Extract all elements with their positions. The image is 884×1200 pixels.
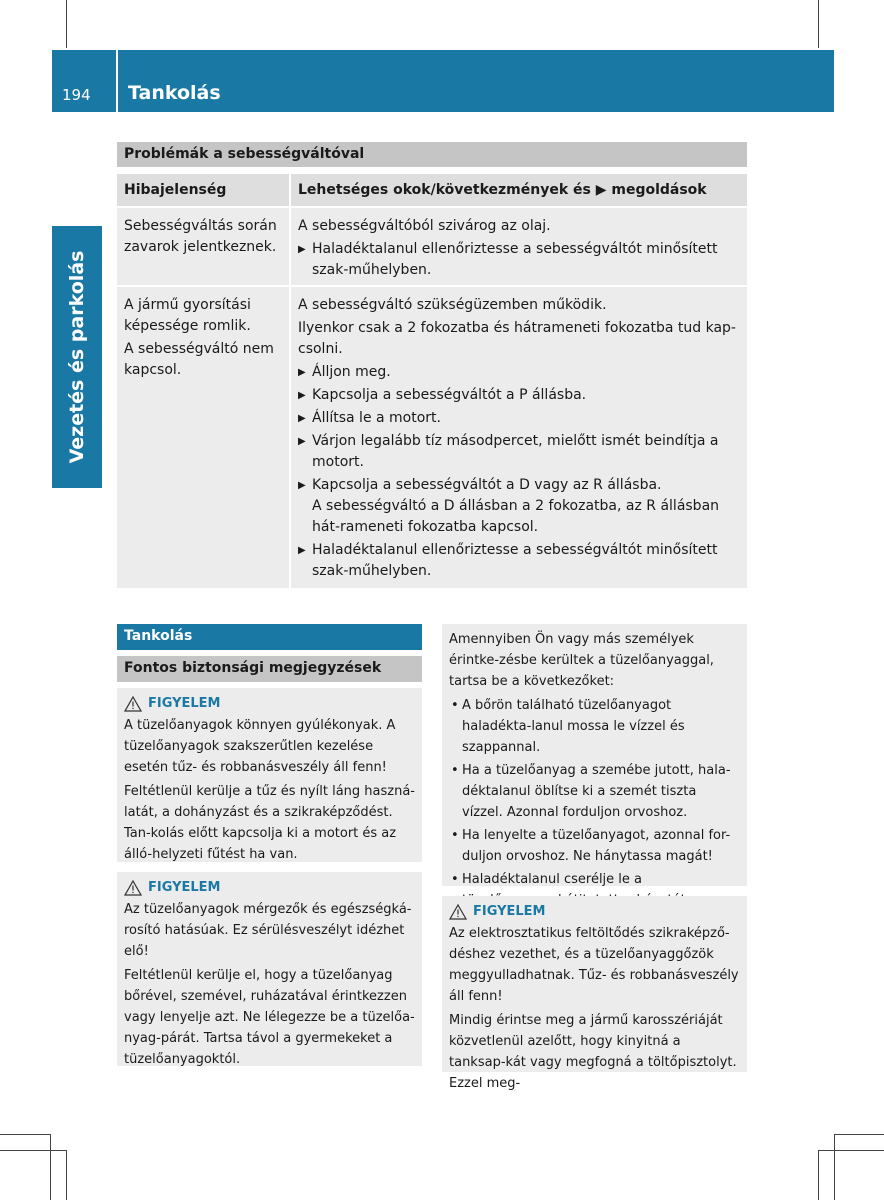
crop-mark <box>0 1150 66 1151</box>
warning-header <box>449 901 740 922</box>
list-item: • Ha a tüzelőanyag a szemébe jutott, hala-déktalanul öblítse ki a szemét tiszta vízzel. Azonnal forduljon orvoshoz. <box>449 760 740 823</box>
table-header-symptom: Hibajelenség <box>117 174 289 206</box>
cause-cell <box>291 208 747 291</box>
solution-step <box>298 475 740 538</box>
solution-step-text: Kapcsolja a sebességváltót a D vagy az R állásba. <box>312 477 662 493</box>
symptom-text: A jármű gyorsítási képessége romlik. <box>124 297 251 334</box>
crop-mark <box>818 0 819 48</box>
cause-cell <box>291 287 747 592</box>
solution-step: ▶ Kapcsolja a sebességváltót a P állásba. <box>298 385 740 406</box>
solution-step: ▶ Haladéktalanul ellenőriztesse a sebességváltót minősített szak-műhelyben. <box>298 540 740 582</box>
crop-mark <box>0 1134 50 1135</box>
warning-label: FIGYELEM <box>473 904 546 919</box>
solution-step: ▶ Álljon meg. <box>298 362 740 383</box>
warning-text: Feltétlenül kerülje a tűz és nyílt láng haszná-latát, a dohányzást és a szikraképződést. Tan-kolás előtt kapcsolja ki a motort és az álló-helyzeti fűtést ha van. <box>124 784 415 862</box>
list-item: • Ha lenyelte a tüzelőanyagot, azonnal for-duljon orvoshoz. Ne hánytassa magát! <box>449 825 740 867</box>
symptom-text: A sebességváltó nem kapcsol. <box>124 341 274 378</box>
warning-text: Mindig érintse meg a jármű karosszériáját közvetlenül azelőtt, hogy kinyitná a tanksap-kát vagy megfogná a töltőpisztolyt. Ezzel meg- <box>449 1013 737 1091</box>
solution-step: ▶ Állítsa le a motort. <box>298 408 740 429</box>
chapter-tab-label: Vezetés és parkolás <box>66 250 88 464</box>
list-item: • A bőrön található tüzelőanyagot haladékta-lanul mossa le vízzel és szappannal. <box>449 695 740 758</box>
warning-text: Az tüzelőanyagok mérgezők és egészségká-rosító hatásúak. Ez sérülésveszélyt idézhet elő! <box>124 902 412 959</box>
chapter-tab-label-wrap <box>52 226 102 488</box>
table-row <box>117 208 289 285</box>
section-title: Tankolás <box>117 624 422 650</box>
crop-mark <box>818 1150 819 1200</box>
warning-box <box>117 688 422 862</box>
symptom-cell <box>117 208 289 268</box>
symptom-cell <box>117 287 289 391</box>
page-number: 194 <box>62 86 91 104</box>
symptom-text: Sebességváltás során zavarok jelentkeznek. <box>124 218 277 255</box>
table-row <box>117 287 289 588</box>
crop-mark <box>834 1134 835 1200</box>
warning-triangle-icon <box>124 880 142 896</box>
cause-text: A sebességváltóból szivárog az olaj. <box>298 218 551 234</box>
crop-mark <box>818 1150 884 1151</box>
warning-triangle-icon <box>449 904 467 920</box>
warning-text: A tüzelőanyagok könnyen gyúlékonyak. A tüzelőanyagok szakszerűtlen kezelése esetén tűz- és robbanásveszély áll fenn! <box>124 718 396 775</box>
table-row <box>291 208 747 285</box>
warning-text: Az elektrosztatikus feltöltődés szikraképző-déshez vezethet, és a tüzelőanyaggőzök meggyulladhatnak. Tűz- és robbanásveszély áll fenn! <box>449 926 739 1004</box>
crop-mark <box>66 1150 67 1200</box>
info-box <box>442 624 747 886</box>
warning-label: FIGYELEM <box>148 880 221 895</box>
solution-step-detail: A sebességváltó a D állásban a 2 fokozatba, az R állásban hát-rameneti fokozatba kapcsol. <box>312 498 720 535</box>
solution-step: ▶ Haladéktalanul ellenőriztesse a sebességváltót minősített szak-műhelyben. <box>298 239 740 281</box>
table-row <box>291 287 747 588</box>
section-subtitle: Fontos biztonsági megjegyzések <box>117 656 422 682</box>
header-divider <box>116 50 118 112</box>
warning-header <box>124 693 415 714</box>
contact-intro: Amennyiben Ön vagy más személyek érintke-zésbe kerültek a tüzelőanyaggal, tartsa be a következőket: <box>449 632 714 689</box>
table-header-cause: Lehetséges okok/következmények és ▶ megoldások <box>291 174 747 206</box>
warning-triangle-icon <box>124 696 142 712</box>
cause-note: Ilyenkor csak a 2 fokozatba és hátrameneti fokozatba tud kap-csolni. <box>298 320 736 357</box>
crop-mark <box>66 0 67 48</box>
warning-box <box>442 896 747 1091</box>
page-title: Tankolás <box>128 82 221 104</box>
crop-mark <box>834 1134 884 1135</box>
warning-text: Feltétlenül kerülje el, hogy a tüzelőanyag bőrével, szemével, ruházatával érintkezzen vagy lenyelje azt. Ne lélegezze be a tüzelőa-nyag-párát. Tartsa távol a gyermekeket a tüzelőanyagoktól. <box>124 968 415 1067</box>
cause-text: A sebességváltó szükségüzemben működik. <box>298 297 607 313</box>
table-title: Problémák a sebességváltóval <box>117 142 747 167</box>
warning-box <box>117 872 422 1066</box>
list-item: • Haladéktalanul cserélje le a <box>449 869 740 911</box>
crop-mark <box>50 1134 51 1200</box>
solution-step: ▶ Várjon legalább tíz másodpercet, mielőtt ismét beindítja a motort. <box>298 431 740 473</box>
warning-header <box>124 877 415 898</box>
warning-label: FIGYELEM <box>148 696 221 711</box>
